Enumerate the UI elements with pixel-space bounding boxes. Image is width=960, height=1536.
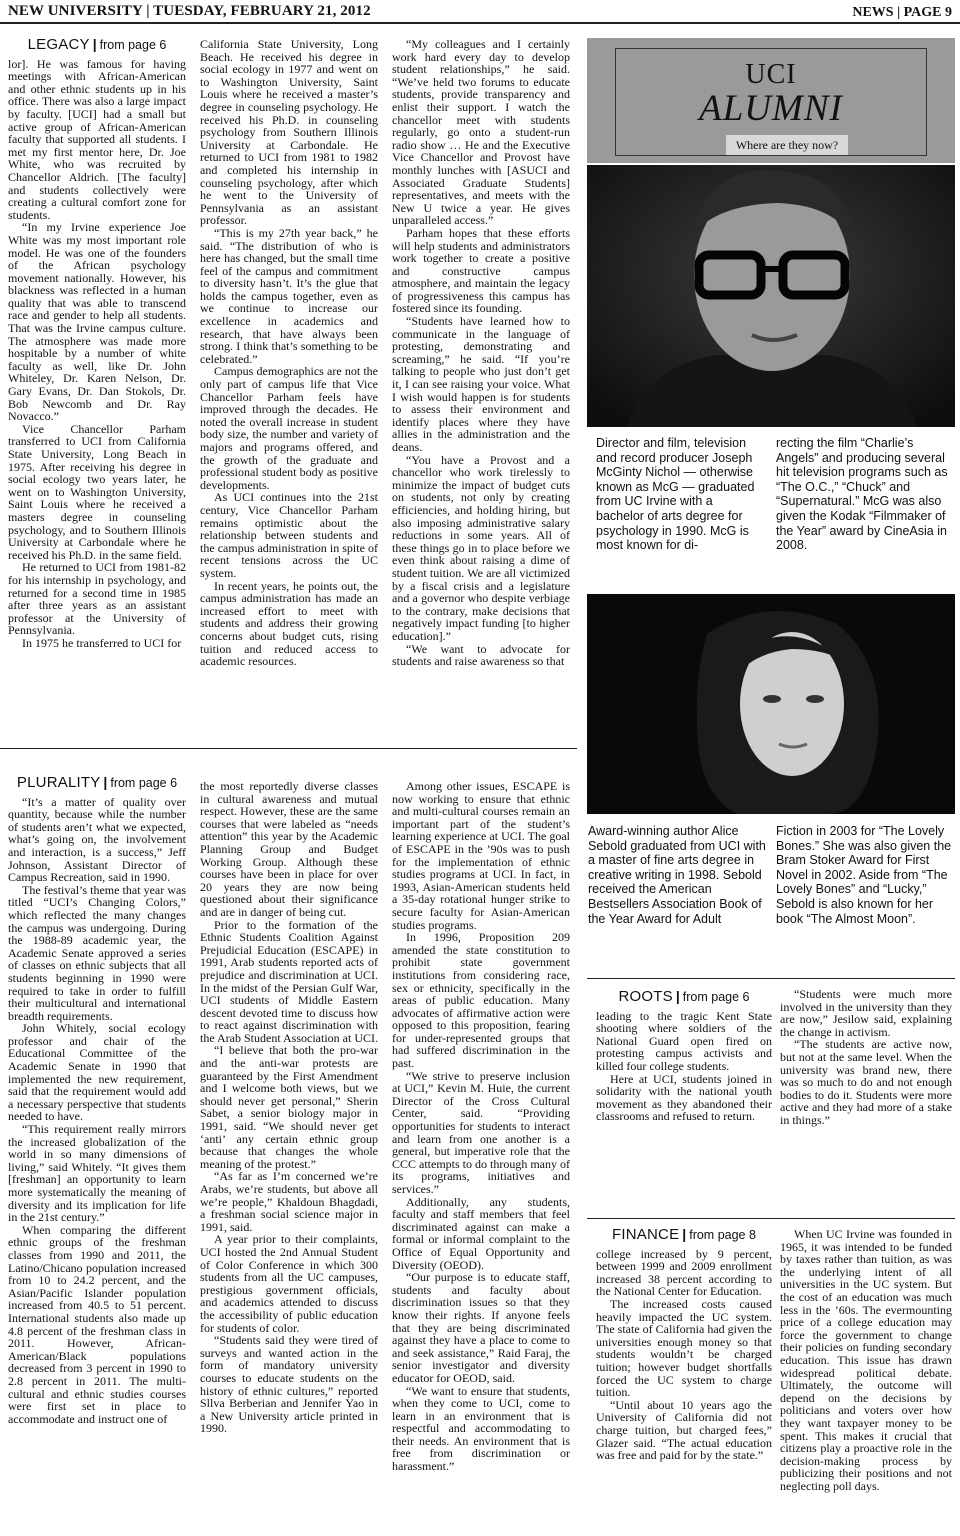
mcg-portrait-image <box>587 165 955 427</box>
paragraph: “We want to advocate for students and raise awareness so that <box>392 641 570 669</box>
paragraph: The festival’s theme that year was titled “UCI’s Changing Colors,” which reflected the many changes the campus was undergoing. During the 1988-89 academic year, the Academic Senate approved a series of classes on ethnic subjects that all students beginning in 1990 were required to take in order to fulfill their multicultural and international breadth requirements. <box>8 882 186 1023</box>
finance-kicker: FINANCE | from page 8 <box>612 1226 756 1243</box>
paragraph: Here at UCI, students joined in solidarity with the national youth movement as they abandoned their classrooms and refused to return. <box>596 1071 772 1124</box>
banner-title-alumni: ALUMNI <box>699 88 843 129</box>
paragraph: “It’s a matter of quality over quantity, because while the number of students aren’t what we expected, what’s going on, the involvement and interaction, is a success,” Jeff Johnson, Assistant Director of Campus Recreation, said in 1990. <box>8 794 186 885</box>
paragraph: Additionally, any students, faculty and staff members that feel discriminated against can make a formal or informal complaint to the Office of Equal Opportunity and Diversity (OEOD). <box>392 1194 570 1272</box>
paragraph: When UC Irvine was founded in 1965, it was intended to be funded by taxes rather than tuition, as was the underlying intent of all universities in the UC system. But the cost of an education was much less in the ’60s. The evermounting price of a college education may force the government to change their policies on funding secondary education. This issue has drawn widespread political debate. Ultimately, the outcome will depend on the decisions by politicians and voters over how they want taxpayer money to be spent. This makes it crucial that citizens play a proactive role in the decision-making process by publicizing their positions and not neglecting poll days. <box>780 1228 952 1493</box>
paragraph: “We strive to preserve inclusion at UCI,” Kevin M. Huie, the current Director of the Cross Cultural Center, said. “Providing opportunities for students to interact and learn from one another is a general, but imperative role that the CCC attempts to do through many of its programs, initiatives and services.” <box>392 1068 570 1196</box>
legacy-column-1 <box>8 36 186 736</box>
paragraph: “My colleagues and I certainly work hard every day to develop student relationships,” he said. “We’ve held two forums to educate students, provide transparency and enlist their support. I watch the chancellor meet with students regularly, go onto a student-run radio show … He and the Executive Vice Chancellor and Provost have monthly lunches with [ASUCI and Associated Graduate Students] representatives, and meets with the New U twice a year. He gives unparalleled access.” <box>392 38 570 228</box>
mcg-caption-right: recting the film “Charlie’s Angels” and producing several hit television programs such as “The O.C.,” “Chuck” and “Supernatural.” McG was also given the Kodak “Filmmaker of the Year” award by CineAsia in 2008. <box>776 436 948 553</box>
section-name: LEGACY <box>27 36 90 53</box>
mcg-photo <box>587 165 955 427</box>
alumni-banner <box>587 38 955 163</box>
section-name: FINANCE <box>612 1226 680 1243</box>
legacy-column-3 <box>392 38 570 736</box>
paragraph: A year prior to their complaints, UCI hosted the 2nd Annual Student of Color Conference in which 300 students from all the UC campuses, prestigious government officials, and academics attended to discuss the accessibility of public education for students of color. <box>200 1232 378 1335</box>
paragraph: “Students have learned how to communicate in the language of protesting, demonstrating and screaming,” he said. “If you’re talking to people who just don’t get it, I can see raising your voice. What I wish would happen is for students to assess their environment and identify places where they have allies in the administration and the deans. <box>392 314 570 454</box>
jump-label: from page 6 <box>110 776 178 790</box>
paragraph: In recent years, he points out, the campus administration has made an increased effort to meet with students and address their growing concerns about budget cuts, rising tuition and reduced access to academic resources. <box>200 578 378 669</box>
mcg-caption-left: Director and film, television and record producer Joseph McGinty Nichol — otherwise known as McG — graduated from UC Irvine with a bachelor of arts degree for psychology in 1990. McG is most known for di- <box>596 436 755 553</box>
paragraph: The increased costs caused heavily impacted the UC system. The state of California had given the universities enough money so that students wouldn’t be charged tuition; however budget shortfalls forced the UC system to charge tuition. <box>596 1296 772 1400</box>
legacy-column-2 <box>200 38 378 736</box>
paragraph: “As far as I’m concerned we’re Arabs, we’re students, but above all we’re people,” Khaldoun Bhagdadi, a freshman social science major in 1991, said. <box>200 1169 378 1234</box>
sebold-caption-left: Award-winning author Alice Sebold graduated from UCI with a master of fine arts degree in creative writing in 1998. Sebold received the American Bestsellers Association Book of the Year Award for Adult <box>588 824 766 926</box>
paragraph: college increased by 9 percent, between 1999 and 2009 enrollment increased 38 percent according to the National Center for Education. <box>596 1246 772 1299</box>
paragraph: Among other issues, ESCAPE is now working to ensure that ethnic and multi-cultural courses remain an important part of the student’s learning experience at UCI. The goal of ESCAPE in the ’90s was to push for the implementation of ethnic studies programs at UCI. In fact, in 1993, Asian-American students held a 35-day rotational hunger strike to secure faculty for Asian-American studies programs. <box>392 780 570 932</box>
paragraph: “I believe that both the pro-war and the anti-war protests are guaranteed by the First Amendment and I welcome both views, but we should never get personal,” Sherin Sabet, a senior biology major in 1991, said. “We should never get ‘anti’ any certain ethnic group because that changes the whole meaning of the protest.” <box>200 1043 378 1171</box>
sebold-portrait-image <box>587 594 955 814</box>
header-rule <box>0 22 960 24</box>
paragraph: Vice Chancellor Parham transferred to UCI from California State University, Long Beach in 1975. After receiving his degree in social ecology two years later, he went on to Washington University, Saint Louis where he received a masters degree in counseling psychology, and to Southern Illinois University at Carbondale where he received his Ph.D. in the same field. <box>8 421 186 562</box>
paragraph: “In my Irvine experience Joe White was my most important role model. He was one of the founders of the African psychology movement nationally. However, his blackness was reflected in a human quality that was able to transcend race and gender to help all students. That was the Irvine campus culture. The atmosphere was made more hospitable by a number of white faculty as well, like Dr. John Whiteley, Dr. Karen Nelson, Dr. Gary Evans, Dr. Dan Stokols, Dr. Bob Newcomb and Dr. Ray Novacco.” <box>8 220 186 424</box>
sebold-caption-right: Fiction in 2003 for “The Lovely Bones.” She was also given the Bram Stoker Award for First Novel in 2002. Aside from “The Lovely Bones” and “Lucky,” Sebold is also known for her book “The Almost Moon”. <box>776 824 952 926</box>
banner-title-uci: UCI <box>745 59 797 90</box>
paragraph: “This requirement really mirrors the increased globalization of the world in so many dimensions of living,” said Whitely. “It gives them [freshman] an opportunity to learn more systematically the meaning of diversity and its implication for life in the 21st century.” <box>8 1122 186 1225</box>
paragraph: In 1975 he transferred to UCI for <box>22 635 182 650</box>
paragraph: “This is my 27th year back,” he said. “The distribution of who is here has changed, but the small time feel of the campus and commitment to diversity hasn’t. It’s the glue that holds the campus together, even as we continue to increase our excellence in academics and research, that have always been strong. I think that’s something to be celebrated.” <box>200 225 378 366</box>
banner-frame <box>615 48 927 156</box>
jump-label: from page 6 <box>682 990 750 1004</box>
sebold-photo <box>587 594 955 814</box>
section-name: ROOTS <box>618 988 673 1005</box>
paragraph: He returned to UCI from 1981-82 for his internship in psychology, and returned for a second time in 1985 after three years as an assistant professor at the University of Pennsylvania. <box>8 560 186 638</box>
finance-top-rule <box>587 1218 955 1219</box>
paragraph: “The students are active now, but not at the same level. When the university was brand new, there was so much to do and not enough bodies to do it. Students were more active and they had more of a stake in things.” <box>780 1037 952 1127</box>
paragraph: “Students were much more involved in the university than they are now,” Jesilow said, explaining the change in activism. <box>780 988 952 1039</box>
plurality-kicker: PLURALITY | from page 6 <box>16 774 178 791</box>
paragraph: lor]. He was famous for having meetings with African-American and other ethnic students up in his office. There was also a large impact by faculty. [UCI] had a small but active group of African-American faculty that supported all students. I met my first mentor here, Dr. Joe White, who was recruited by Chancellor Aldrich. [The faculty] and students collectively were creating a cultural comfort zone for students. <box>8 56 186 222</box>
roots-column-2 <box>780 988 952 1168</box>
paragraph: “We want to ensure that students, when they come to UCI, come to learn in an environment that is respectful and accommodating to their needs. An environment that is free from discrimination or harassment.” <box>392 1383 570 1474</box>
jump-label: from page 6 <box>99 38 167 52</box>
page-header-date: NEW UNIVERSITY | TUESDAY, FEBRUARY 21, 2012 <box>8 3 371 19</box>
paragraph: John Whitely, social ecology professor and chair of the Educational Committee of the Academic Senate in 1990 that implemented the new requirement, said that the requirement would add a necessary perspective that students needed to have. <box>8 1021 186 1124</box>
roots-top-rule <box>587 978 955 979</box>
plurality-column-1 <box>8 774 186 1526</box>
paragraph: “Students said they were tired of surveys and wanted action in the form of mandatory university courses to educate students on the history of ethnic cultures,” reported Sllva Berberian and Jennifer Yao in a New University article printed in 1990. <box>200 1333 378 1436</box>
paragraph: California State University, Long Beach. He received his degree in social ecology in 1977 and went on to Washington University, Saint Louis where he received a master’s degree in counseling psychology. He received his Ph.D. in counseling psychology from Southern Illinois University at Carbondale. He returned to UCI from 1981 to 1982 and completed his internship in counseling psychology, after which he went to the University of Pennsylvania as an assistant professor. <box>200 38 378 228</box>
plurality-column-2 <box>200 780 378 1528</box>
banner-tagline: Where are they now? <box>726 135 848 155</box>
section-name: PLURALITY <box>16 774 101 791</box>
paragraph: the most reportedly diverse classes in cultural awareness and mutual respect. However, these are the same courses that were labeled as “needs attention” this year by the Academic Planning Group and Budget Working Group. Although these courses have been in place for over 20 years they are now being questioned about their significance and are in danger of being cut. <box>200 780 378 919</box>
paragraph: Campus demographics are not the only part of campus life that Vice Chancellor Parham feels have improved through the decades. He noted the overall increase in student body size, the number and variety of majors and programs offered, and the growth of the graduate and professional student body as positive developments. <box>200 364 378 492</box>
paragraph: “Our purpose is to educate staff, students and faculty about discrimination issues so that they know their rights. If anyone feels that they are being discriminated against they have a place to come to and seek assistance,” Raid Faraj, the senior investigator and diversity educator for OEOD, said. <box>392 1270 570 1385</box>
paragraph: “Until about 10 years ago the University of California did not charge tuition, but charged fees,” Glazer said. “The actual education was free and paid for by the state.” <box>596 1397 772 1463</box>
section-divider <box>0 748 577 749</box>
paragraph: leading to the tragic Kent State shooting where soldiers of the National Guard open fired on protesting campus activists and killed four college students. <box>596 1008 772 1073</box>
roots-kicker: ROOTS | from page 6 <box>618 988 750 1005</box>
paragraph: “You have a Provost and a chancellor who work tirelessly to minimize the impact of budget cuts on students, not only by creating efficiencies, and holding hiring, but also imposing administrative salary reductions in some years. All of these things go in to place before we even think about raising a dime of student tuition. We are all victimized by a fiscal crisis and a legislature and a governor who despite verbiage to the contrary, make decisions that negatively impact funding [to higher education].” <box>392 452 570 643</box>
paragraph: Prior to the formation of the Ethnic Students Coalition Against Prejudicial Education (ESCAPE) in 1991, Arab students reported acts of prejudice and discrimination at UCI. In the midst of the Persian Gulf War, UCI students of Middle Eastern descent devoted time to discuss how to react against discrimination with the Arab Student Association at UCI. <box>200 917 378 1045</box>
page-header-section: NEWS | PAGE 9 <box>852 5 952 20</box>
roots-column-1 <box>596 988 772 1168</box>
paragraph: In 1996, Proposition 209 amended the state constitution to prohibit state government institutions from considering race, sex or ethnicity, specifically in the areas of public education. Many advocates of affirmative action were opposed to this proposition, fearing for under-represented groups that had suffered discrimination in the past. <box>392 930 570 1071</box>
legacy-kicker: LEGACY | from page 6 <box>27 36 167 53</box>
paragraph: As UCI continues into the 21st century, Vice Chancellor Parham remains optimistic about the relationship between students and the campus administration in spite of recent tensions across the UC system. <box>200 490 378 580</box>
paragraph: Parham hopes that these efforts will help students and administrators work together to create a positive and constructive campus atmosphere, and maintain the legacy of progressiveness this campus has fostered since its founding. <box>392 225 570 316</box>
jump-label: from page 8 <box>689 1228 756 1242</box>
plurality-column-3 <box>392 780 570 1528</box>
paragraph: When comparing the different ethnic groups of the freshman classes from 1990 and 2011, the Latino/Chicano population increased from 10 to 24.2 percent, and the Asian/Pacific Islander population increased from 40.5 to 51 percent. International students also made up 4.8 percent of the freshman class in 2011. However, African-American/Black populations decreased from 3 percent in 1990 to 2.8 percent in 2011. The multi-cultural and ethnic studies courses were first set in place to accommodate and instruct one of <box>8 1222 186 1426</box>
finance-column-1 <box>596 1226 772 1528</box>
finance-column-2 <box>780 1228 952 1528</box>
